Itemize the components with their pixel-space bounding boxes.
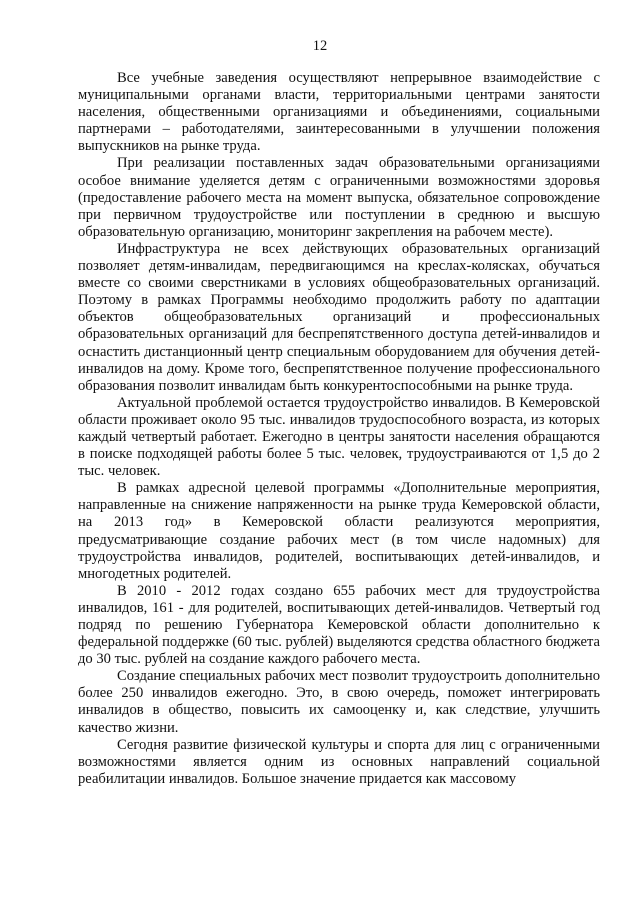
paragraph-sport: Сегодня развитие физической культуры и спорта для лиц с ограниченными возможностями является одним из основных направлений социальной реабилитации инвалидов. Большое значение придается как массовому bbox=[78, 736, 600, 787]
page-number: 12 bbox=[312, 38, 328, 54]
paragraph-employment-problem: Актуальной проблемой остается трудоустройство инвалидов. В Кемеровской области проживает около 95 тыс. инвалидов трудоспособного возраста, из которых каждый четвертый работает. Ежегодно в центры занятости населения обращаются в поиске подходящей работы более 5 тыс. человек, трудоустраиваются от 1,5 до 2 тыс. человек. bbox=[78, 394, 600, 480]
paragraph-interaction: Все учебные заведения осуществляют непрерывное взаимодействие с муниципальными органами власти, территориальными центрами занятости населения, общественными организациями и объединениями, социальными партнерами – работодателями, заинтересованными в улучшении положения выпускников на рынке труда. bbox=[78, 70, 600, 155]
paragraph-jobs-created: В 2010 - 2012 годах создано 655 рабочих мест для трудоустройства инвалидов, 161 - для родителей, воспитывающих детей-инвалидов. Четвертый год подряд по решению Губернатора Кемеровской области дополнительно к федеральной поддержке (60 тыс. рублей) выделяются средства областного бюджета до 30 тыс. рублей на создание каждого рабочего места. bbox=[78, 582, 600, 668]
paragraph-disabled-children: При реализации поставленных задач образовательными организациями особое внимание уделяется детям с ограниченными возможностями здоровья (предоставление рабочего места на момент выпуска, обязательное сопровождение при первичном трудоустройстве или поступлении в среднюю и высшую образовательную организацию, мониторинг закрепления на рабочем месте). bbox=[78, 155, 600, 240]
document-body bbox=[78, 70, 600, 788]
paragraph-infrastructure: Инфраструктура не всех действующих образовательных организаций позволяет детям-инвалидам, передвигающимся на креслах-колясках, обучаться вместе со своими сверстниками в условиях общеобразовательных организаций. Поэтому в рамках Программы необходимо продолжить работу по адаптации объектов общеобразовательных организаций и профессиональных образовательных организаций для беспрепятственного доступа детей-инвалидов и оснастить дистанционный центр специальным оборудованием для обучения детей-инвалидов на дому. Кроме того, беспрепятственное получение профессионального образования позволит инвалидам быть конкурентоспособными на рынке труда. bbox=[78, 240, 600, 394]
paragraph-target-program: В рамках адресной целевой программы «Дополнительные мероприятия, направленные на снижение напряженности на рынке труда Кемеровской области, на 2013 год» в Кемеровской области реализуются мероприятия, предусматривающие создание рабочих мест (в том числе надомных) для трудоустройства инвалидов, родителей, воспитывающих детей-инвалидов, и многодетных родителей. bbox=[78, 480, 600, 582]
paragraph-special-jobs: Создание специальных рабочих мест позволит трудоустроить дополнительно более 250 инвалидов ежегодно. Это, в свою очередь, поможет интегрировать инвалидов в общество, повысить их самооценку и, как следствие, улучшить качество жизни. bbox=[78, 668, 600, 736]
